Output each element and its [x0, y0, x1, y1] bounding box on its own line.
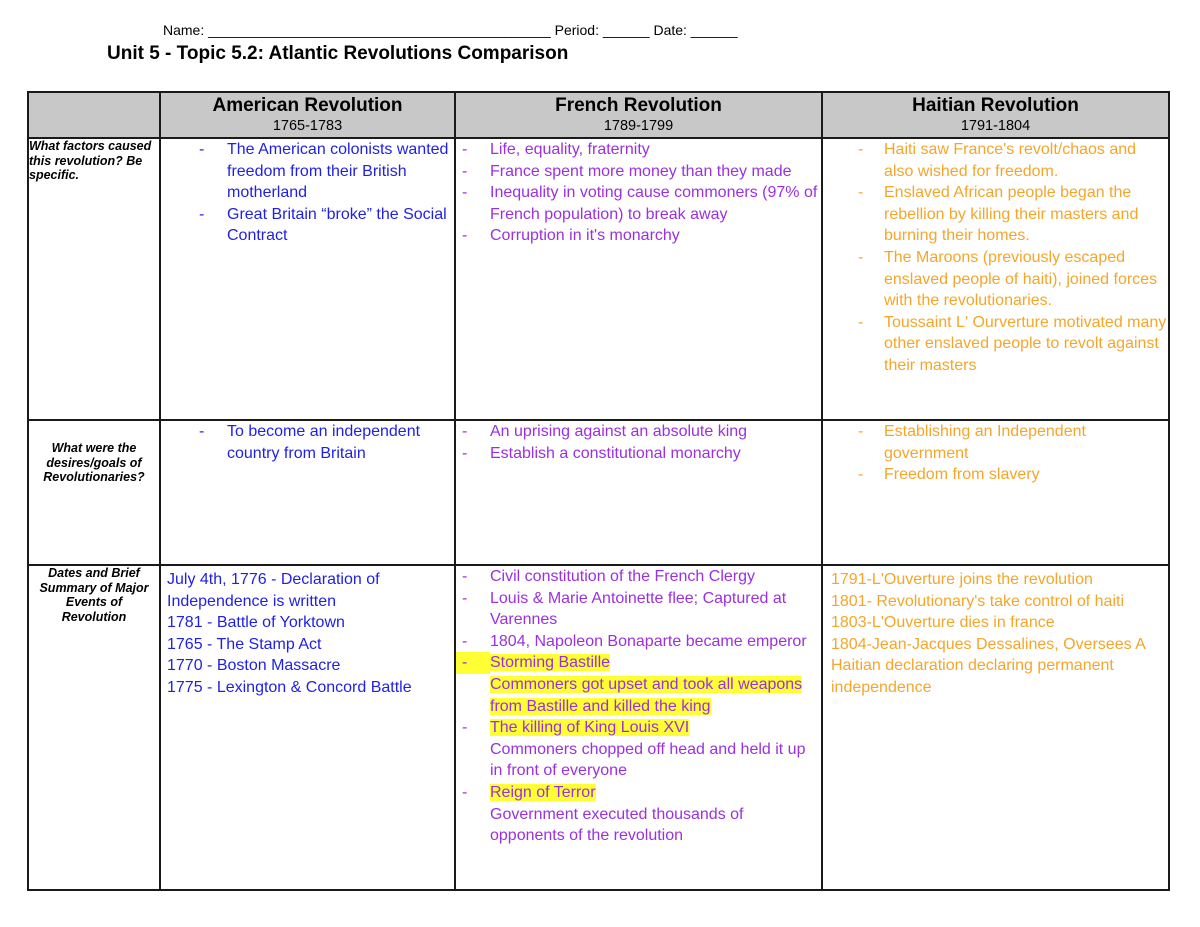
list-item: - Enslaved African people began the rebellion by killing their masters and burning their homes.	[823, 182, 1168, 247]
event-detail: Commoners chopped off head and held it up in front of everyone	[490, 740, 806, 780]
question-events: Dates and Brief Summary of Major Events of Revolution	[28, 565, 160, 890]
event-text: Civil constitution of the French Clergy	[490, 568, 755, 585]
name-period-date-line: Name: ____________________________________________ Period: ______ Date: ______	[163, 22, 738, 38]
list-item: - Toussaint L' Ourverture motivated many other enslaved people to revolt against their masters	[823, 312, 1168, 377]
american-causes-cell	[160, 138, 455, 420]
comparison-table	[27, 91, 1170, 891]
french-header	[455, 92, 822, 138]
list-item	[456, 566, 821, 588]
list-item: - Inequality in voting cause commoners (97% of French population) to break away	[456, 182, 821, 225]
table-row-events	[28, 565, 1169, 890]
list-item	[456, 652, 821, 717]
question-causes: What factors caused this revolution? Be specific.	[28, 138, 160, 420]
american-goals-cell	[160, 420, 455, 565]
list-item: - Establishing an Independent government	[823, 421, 1168, 464]
american-events-list	[161, 566, 454, 699]
list-item: - The Maroons (previously escaped enslaved people of haiti), joined forces with the revolutionaries.	[823, 247, 1168, 312]
american-goals-list	[161, 421, 454, 464]
list-item: 1781 - Battle of Yorktown	[167, 614, 345, 632]
haitian-causes-cell	[822, 138, 1169, 420]
column-dates: 1789-1799	[603, 118, 674, 134]
french-goals-cell	[455, 420, 822, 565]
corner-cell	[28, 92, 160, 138]
question-goals-cell	[28, 420, 160, 565]
list-item: - France spent more money than they made	[456, 161, 821, 183]
haitian-events-cell	[822, 565, 1169, 890]
list-item: 1770 - Boston Massacre	[167, 657, 341, 675]
list-item	[456, 782, 821, 847]
list-item: - The American colonists wanted freedom from their British motherland	[161, 139, 454, 204]
haitian-goals-cell	[822, 420, 1169, 565]
question-goals: What were the desires/goals of Revolutionaries?	[43, 441, 145, 484]
table-row-causes	[28, 138, 1169, 420]
list-item: 1765 - The Stamp Act	[167, 635, 322, 653]
french-causes-list	[456, 139, 821, 247]
table-header-row	[28, 92, 1169, 138]
list-item: - Freedom from slavery	[823, 464, 1168, 486]
event-text: Louis & Marie Antoinette flee; Captured at Varennes	[490, 589, 787, 629]
list-item: - Establish a constitutional monarchy	[456, 443, 821, 465]
list-item: - An uprising against an absolute king	[456, 421, 821, 443]
french-causes-cell	[455, 138, 822, 420]
haitian-causes-list	[823, 139, 1168, 377]
event-detail: Government executed thousands of opponents of the revolution	[490, 805, 744, 845]
column-dates: 1765-1783	[272, 118, 343, 134]
list-item: 1804-Jean-Jacques Dessalines, Oversees A Haitian declaration declaring permanent independence	[831, 635, 1145, 696]
list-item: - Haiti saw France's revolt/chaos and also wished for freedom.	[823, 139, 1168, 182]
list-item: 1803-L'Ouverture dies in france	[831, 614, 1055, 632]
page-title: Unit 5 - Topic 5.2: Atlantic Revolutions Comparison	[107, 43, 569, 64]
french-events-list	[456, 566, 821, 847]
event-text: 1804, Napoleon Bonaparte became emperor	[490, 632, 807, 650]
table-row-goals	[28, 420, 1169, 565]
list-item: 1801- Revolutionary's take control of haiti	[831, 592, 1124, 610]
highlighted-event-text: Reign of Terror	[490, 783, 596, 801]
column-title: French Revolution	[555, 95, 722, 116]
haitian-header	[822, 92, 1169, 138]
list-item: 1791-L'Ouverture joins the revolution	[831, 571, 1093, 588]
haitian-goals-list	[823, 421, 1168, 486]
list-item: 1775 - Lexington & Concord Battle	[167, 678, 412, 696]
french-events-cell	[455, 565, 822, 890]
list-item: - Corruption in it's monarchy	[456, 225, 821, 247]
haitian-events-list	[823, 566, 1168, 699]
list-item: - Life, equality, fraternity	[456, 139, 821, 161]
highlighted-event-detail: Commoners got upset and took all weapons from Bastille and killed the king	[490, 675, 803, 715]
list-item: - To become an independent country from Britain	[161, 421, 454, 464]
american-events-cell	[160, 565, 455, 890]
column-title: American Revolution	[212, 95, 403, 116]
list-item: July 4th, 1776 - Declaration of Independence is written	[167, 571, 380, 610]
highlighted-event-text: Storming Bastille	[490, 654, 611, 672]
highlighted-event-text: The killing of King Louis XVI	[490, 719, 690, 737]
list-item	[456, 588, 821, 631]
column-dates: 1791-1804	[960, 118, 1031, 134]
american-causes-list	[161, 139, 454, 247]
american-header	[160, 92, 455, 138]
column-title: Haitian Revolution	[912, 95, 1079, 116]
list-item	[456, 717, 821, 782]
list-item	[456, 631, 821, 653]
french-goals-list	[456, 421, 821, 464]
list-item: - Great Britain “broke” the Social Contract	[161, 204, 454, 247]
